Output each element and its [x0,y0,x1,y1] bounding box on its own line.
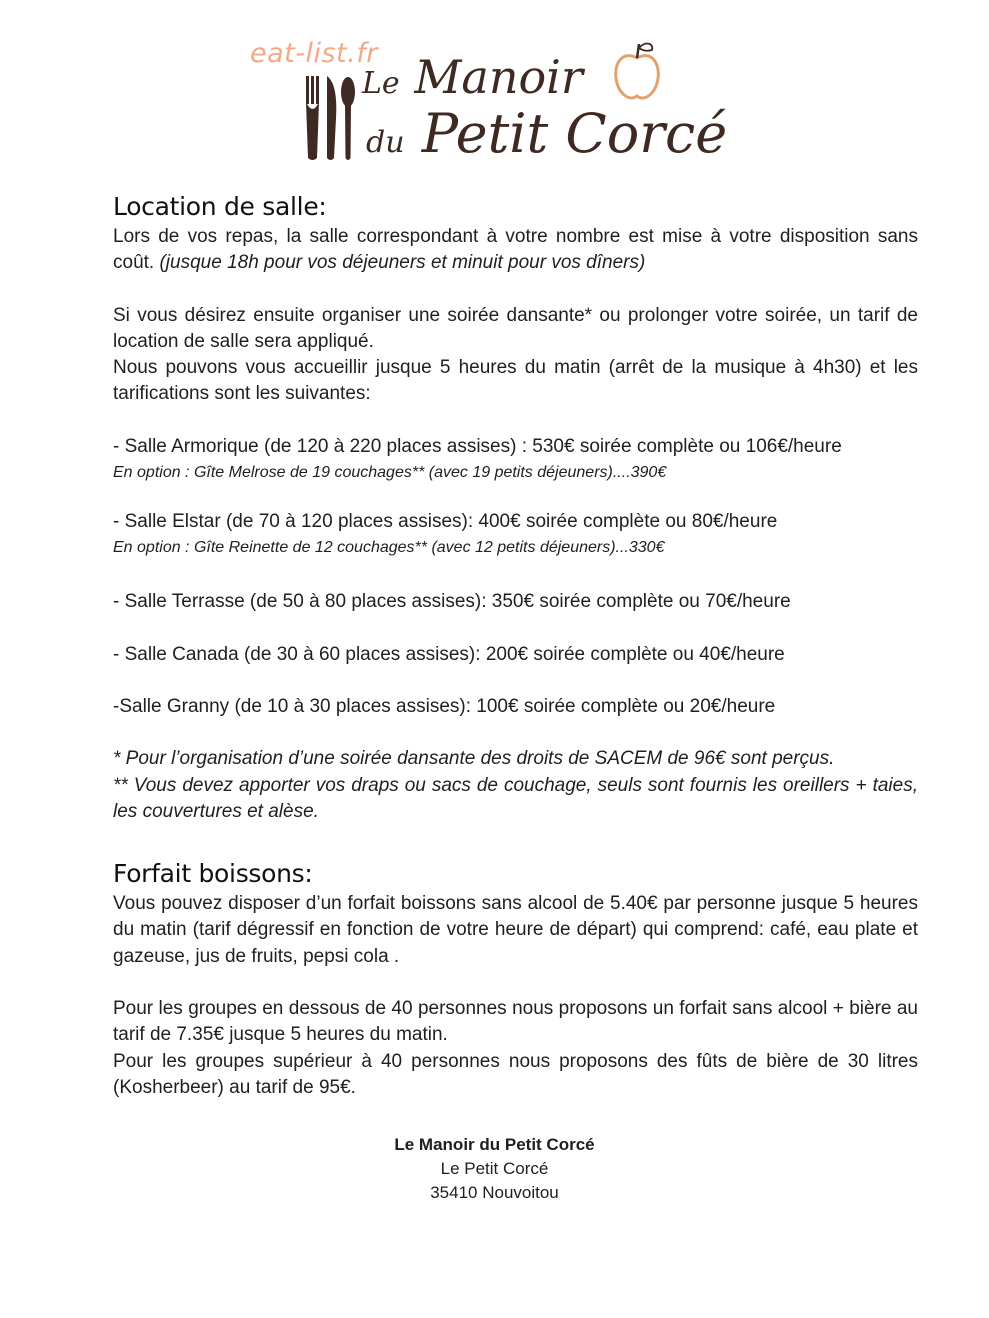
room-canada: - Salle Canada (de 30 à 60 places assises): 200€ soirée complète ou 40€/heure [113,643,785,665]
boissons-forfait-text: Vous pouvez disposer d’un forfait boissons sans alcool de 5.40€ par personne jusque 5 heures du matin (tarif dégressif en fonction de votre heure de départ) qui comprend: café, eau plate et gazeuse, jus de fruits, pepsi cola . [113,893,918,967]
location-soiree-text: Si vous désirez ensuite organiser une soirée dansante* ou prolonger votre soirée, un tarif de location de salle sera appliqué. [113,304,918,352]
apple-icon [612,38,662,108]
room-armorique-option: En option : Gîte Melrose de 19 couchages** (avec 19 petits déjeuners)....390€ [113,464,667,482]
boissons-groups-large-text: Pour les groupes supérieur à 40 personnes nous proposons des fûts de bière de 30 litres (Kosherbeer) au tarif de 95€. [113,1050,918,1098]
restaurant-logo [300,34,728,165]
note-linen: ** Vous devez apporter vos draps ou sacs de couchage, seuls sont fournis les oreillers + taies, les couvertures et alèse. [113,774,918,822]
room-elstar-option: En option : Gîte Reinette de 12 couchages** (avec 12 petits déjeuners)...330€ [113,539,665,557]
menu-content [113,190,918,1101]
section-title-boissons: Forfait boissons: [113,859,313,889]
note-sacem: * Pour l’organisation d’une soirée dansante des droits de SACEM de 96€ sont perçus. [113,748,835,770]
footer-postal: 35410 Nouvoitou [430,1183,559,1202]
room-elstar: - Salle Elstar (de 70 à 120 places assises): 400€ soirée complète ou 80€/heure [113,511,778,533]
watermark: eat-list.fr [250,38,378,69]
logo-text-petit-corce: Petit Corcé [421,102,728,165]
location-hours-text: Nous pouvons vous accueillir jusque 5 heures du matin (arrêt de la musique à 4h30) et les tarifications sont les suivantes: [113,357,918,405]
logo-text-le: Le [362,66,400,101]
section-title-location: Location de salle: [113,192,327,221]
location-intro-text: Lors de vos repas, la salle correspondant à votre nombre est mise à votre disposition sans coût. [113,226,918,274]
footer-place: Le Petit Corcé [440,1159,549,1178]
room-armorique: - Salle Armorique (de 120 à 220 places assises) : 530€ soirée complète ou 106€/heure [113,435,842,457]
room-granny: -Salle Granny (de 10 à 30 places assises): 100€ soirée complète ou 20€/heure [113,695,776,717]
boissons-groups-small-text: Pour les groupes en dessous de 40 personnes nous proposons un forfait sans alcool + bière au tarif de 7.35€ jusque 5 heures du matin. [113,998,918,1046]
room-terrasse: - Salle Terrasse (de 50 à 80 places assises): 350€ soirée complète ou 70€/heure [113,591,791,613]
logo-text-manoir: Manoir [414,50,583,104]
cutlery-icon [300,34,360,164]
location-intro [113,224,918,277]
footer-address [0,1133,989,1205]
location-intro-hours: (jusque 18h pour vos déjeuners et minuit pour vos dîners) [159,252,646,274]
footer-name: Le Manoir du Petit Corcé [394,1135,595,1154]
logo-text-du: du [366,125,405,160]
